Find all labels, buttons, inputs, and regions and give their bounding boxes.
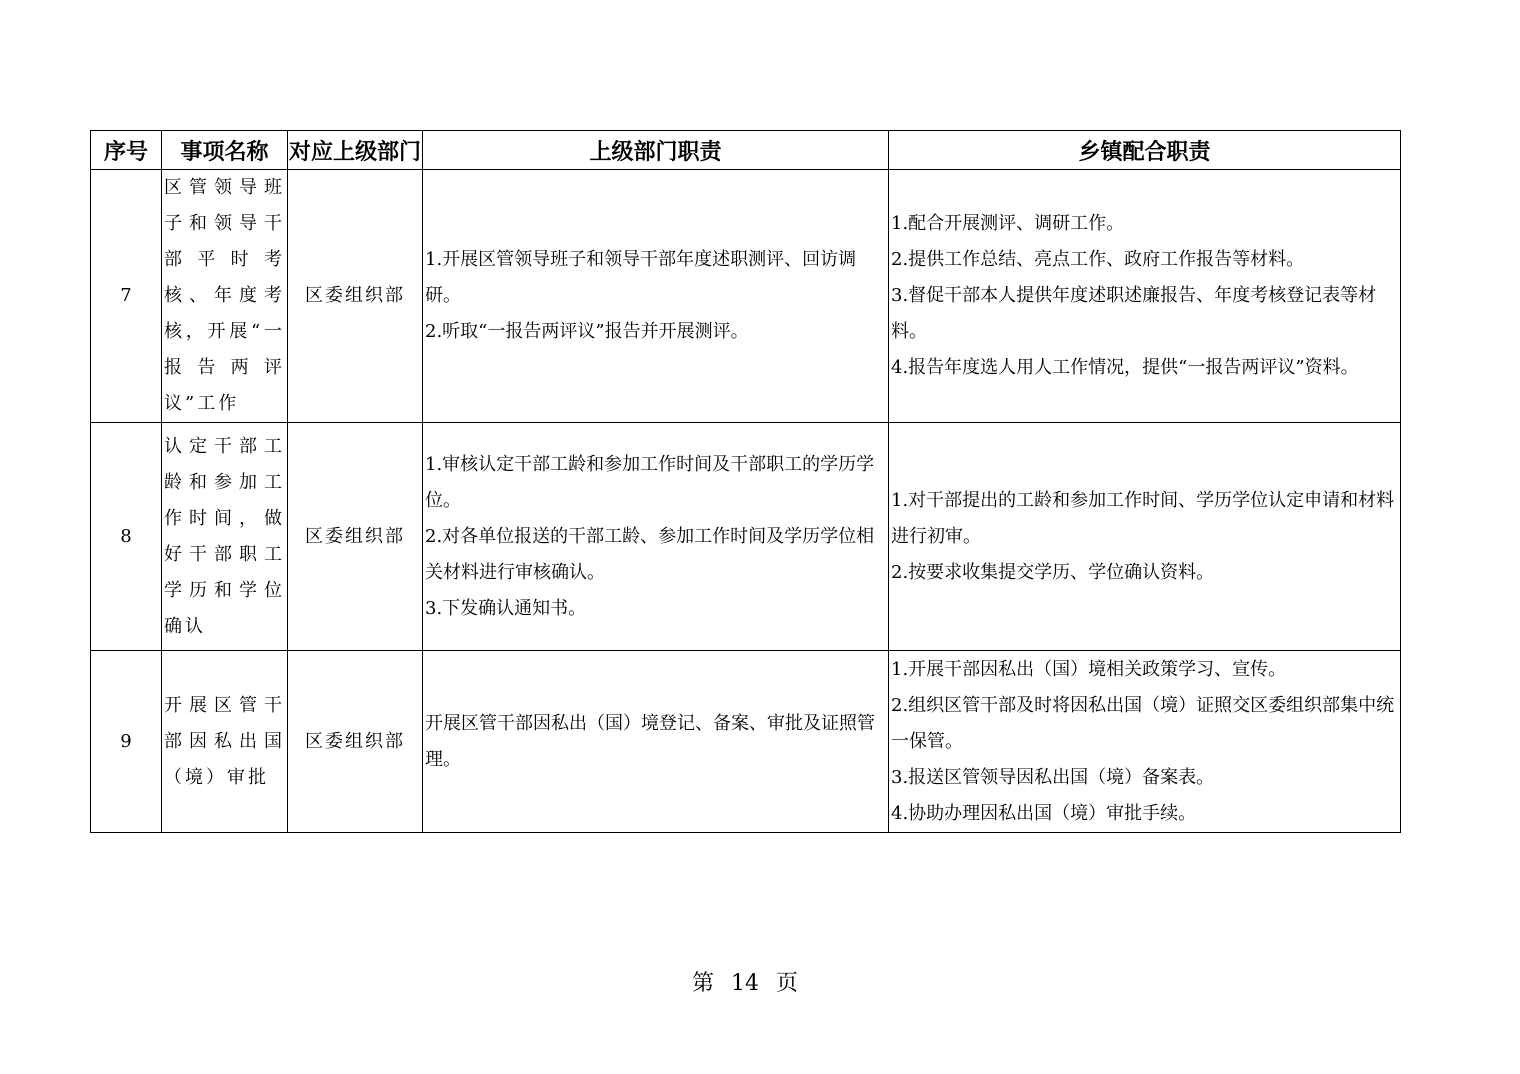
row-item-name: 认定干部工龄和参加工作时间，做好干部职工学历和学位确认 [162, 423, 288, 651]
row-seq: 7 [91, 170, 162, 423]
row-seq: 9 [91, 651, 162, 833]
row-town-duty [889, 651, 1401, 833]
table-row [91, 170, 1401, 423]
row-dept: 区委组织部 [288, 651, 423, 833]
row-seq: 8 [91, 423, 162, 651]
duty-line: 3.督促干部本人提供年度述职述廉报告、年度考核登记表等材料。 [891, 285, 1377, 342]
row-upper-duty [423, 423, 889, 651]
duty-line: 1.对干部提出的工龄和参加工作时间、学历学位认定申请和材料进行初审。 [891, 489, 1395, 547]
row-upper-duty [423, 170, 889, 423]
table-row [91, 651, 1401, 833]
duty-line: 4.报告年度选人用人工作情况，提供“一报告两评议”资料。 [891, 357, 1359, 378]
duty-line: 1.开展干部因私出（国）境相关政策学习、宣传。 [891, 658, 1287, 680]
header-town-duty: 乡镇配合职责 [889, 131, 1401, 170]
header-dept: 对应上级部门 [288, 131, 423, 170]
duty-line: 1.配合开展测评、调研工作。 [891, 213, 1125, 234]
row-town-duty [889, 170, 1401, 423]
table-header-row [91, 131, 1401, 170]
duty-line: 2.组织区管干部及时将因私出国（境）证照交区委组织部集中统一保管。 [891, 694, 1395, 752]
header-item-name: 事项名称 [162, 131, 288, 170]
duty-line: 2.按要求收集提交学历、学位确认资料。 [891, 561, 1215, 583]
row-dept: 区委组织部 [288, 170, 423, 423]
duty-line: 1.开展区管领导班子和领导干部年度述职测评、回访调研。 [425, 249, 857, 306]
duty-table [90, 130, 1401, 833]
duty-line: 1.审核认定干部工龄和参加工作时间及干部职工的学历学位。 [425, 453, 875, 511]
table-row [91, 423, 1401, 651]
row-upper-duty [423, 651, 889, 833]
duty-line: 2.提供工作总结、亮点工作、政府工作报告等材料。 [891, 249, 1305, 270]
duty-line: 2.听取“一报告两评议”报告并开展测评。 [425, 321, 749, 342]
duty-line: 开展区管干部因私出（国）境登记、备案、审批及证照管理。 [425, 712, 875, 770]
duty-line: 3.报送区管领导因私出国（境）备案表。 [891, 766, 1215, 788]
row-town-duty [889, 423, 1401, 651]
header-upper-duty: 上级部门职责 [423, 131, 889, 170]
row-item-name: 开展区管干部因私出国（境）审批 [162, 651, 288, 833]
duty-line: 2.对各单位报送的干部工龄、参加工作时间及学历学位相关材料进行审核确认。 [425, 525, 875, 583]
duty-line: 3.下发确认通知书。 [425, 597, 587, 619]
row-item-name: 区管领导班子和领导干部平时考核、年度考核，开展“一报告两评议”工作 [162, 170, 288, 423]
row-dept: 区委组织部 [288, 423, 423, 651]
header-seq: 序号 [91, 131, 162, 170]
page-number: 第 14 页 [692, 971, 798, 996]
duty-line: 4.协助办理因私出国（境）审批手续。 [891, 802, 1197, 824]
